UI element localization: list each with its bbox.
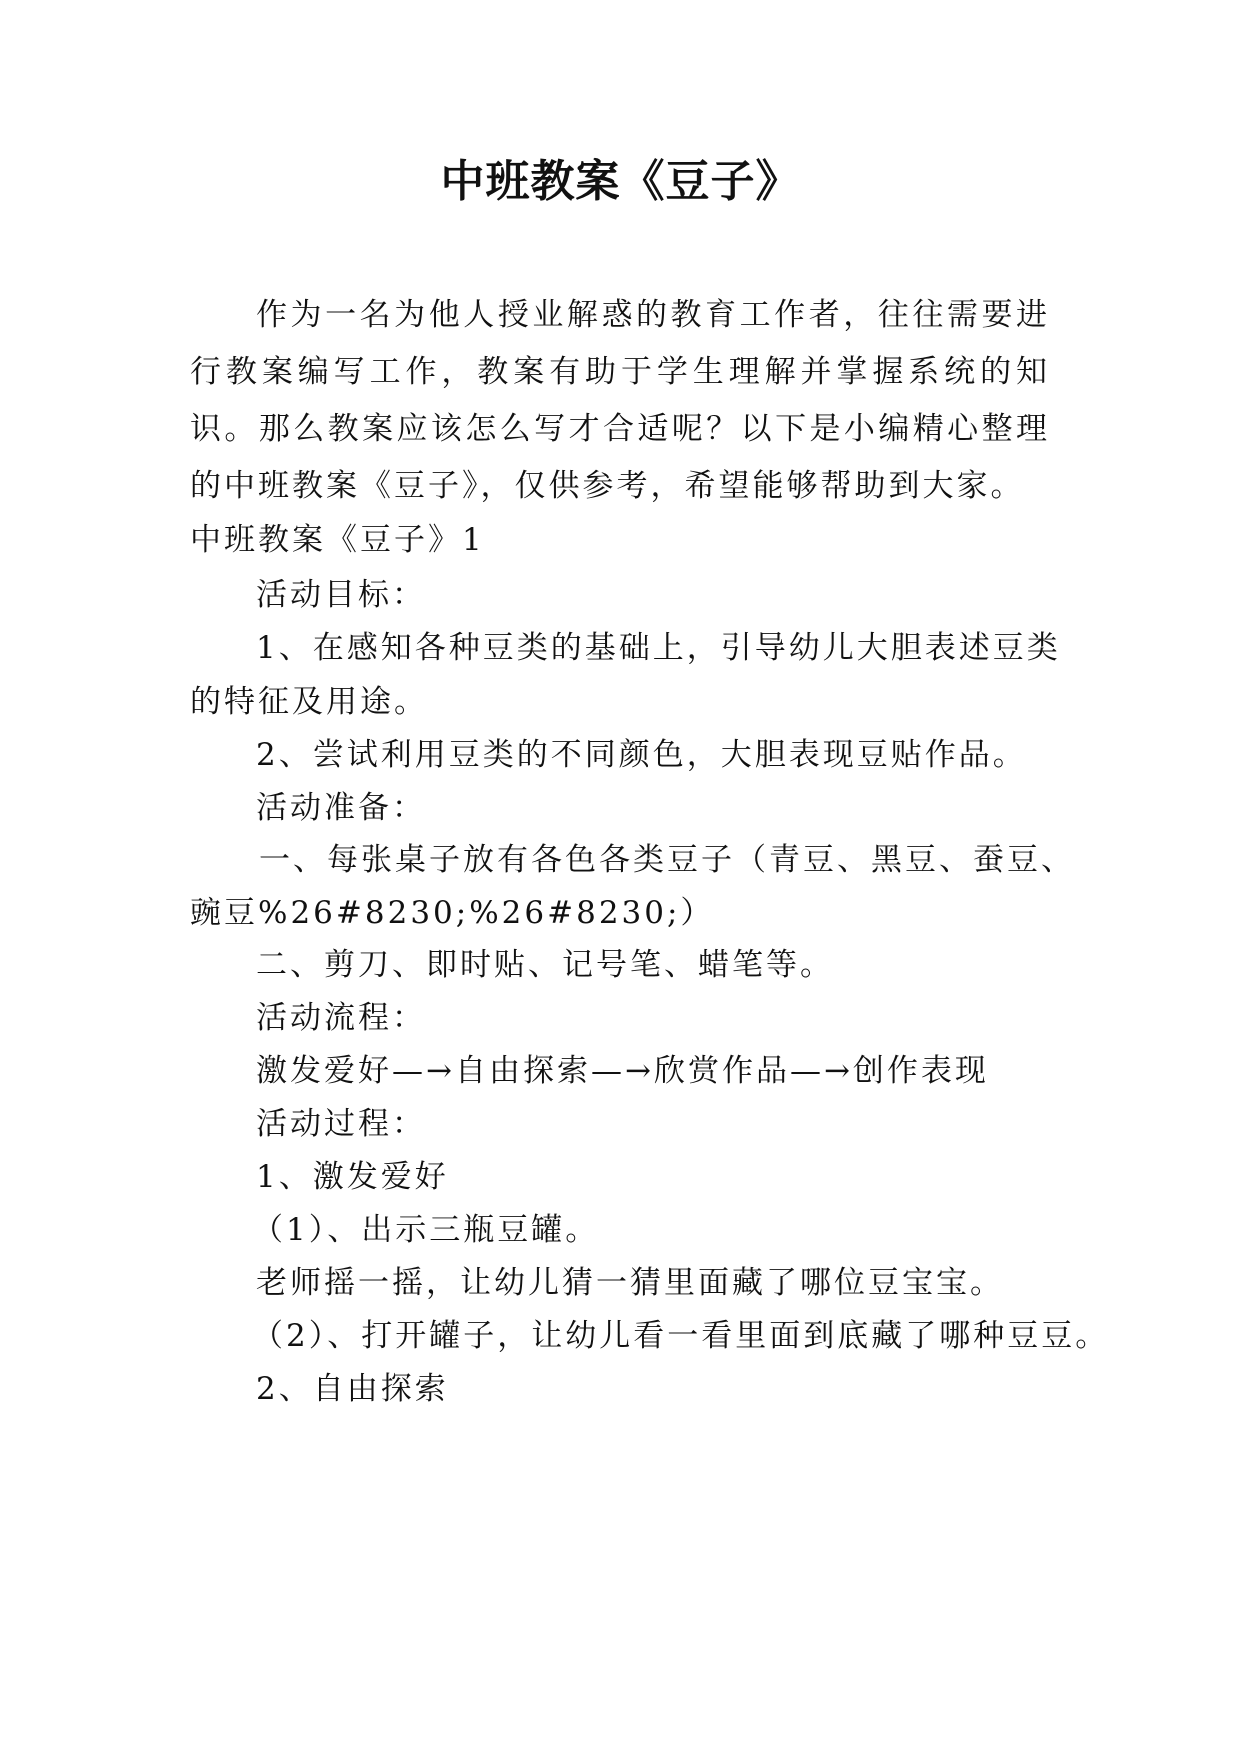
text-line: 活动准备： xyxy=(256,790,426,826)
text-line: 1、激发爱好 xyxy=(256,1159,449,1195)
text-line: 一、每张桌子放有各色各类豆子（青豆、黑豆、蚕豆、 xyxy=(259,842,1075,878)
text-line: 二、剪刀、即时贴、记号笔、蜡笔等。 xyxy=(256,947,834,983)
text-line: 活动过程： xyxy=(256,1106,426,1142)
text-line: 激发爱好—→自由探索—→欣赏作品—→创作表现 xyxy=(256,1053,989,1089)
text-line: 老师摇一摇，让幼儿猜一猜里面藏了哪位豆宝宝。 xyxy=(256,1265,1004,1301)
text-line: 1、在感知各种豆类的基础上，引导幼儿大胆表述豆类 xyxy=(256,630,1061,666)
text-line: 活动流程： xyxy=(256,1000,426,1036)
text-line: 豌豆%26#8230;%26#8230;） xyxy=(190,895,715,931)
text-line: （2）、打开罐子，让幼儿看一看里面到底藏了哪种豆豆。 xyxy=(252,1318,1110,1354)
document-title: 中班教案《豆子》 xyxy=(440,156,801,207)
text-line: 的特征及用途。 xyxy=(190,684,428,720)
intro-paragraph: 作为一名为他人授业解惑的教育工作者，往往需要进行教案编写工作，教案有助于学生理解并掌握系统的知识。那么教案应该怎么写才合适呢？以下是小编精心整理的中班教案《豆子》，仅供参考，希望能够帮助到大家。 xyxy=(190,297,1050,504)
text-line: （1）、出示三瓶豆罐。 xyxy=(252,1212,600,1248)
text-line: 2、尝试利用豆类的不同颜色，大胆表现豆贴作品。 xyxy=(256,737,1027,773)
section-heading: 中班教案《豆子》1 xyxy=(190,522,485,558)
text-line: 2、自由探索 xyxy=(256,1371,449,1407)
text-line: 活动目标： xyxy=(256,577,426,613)
